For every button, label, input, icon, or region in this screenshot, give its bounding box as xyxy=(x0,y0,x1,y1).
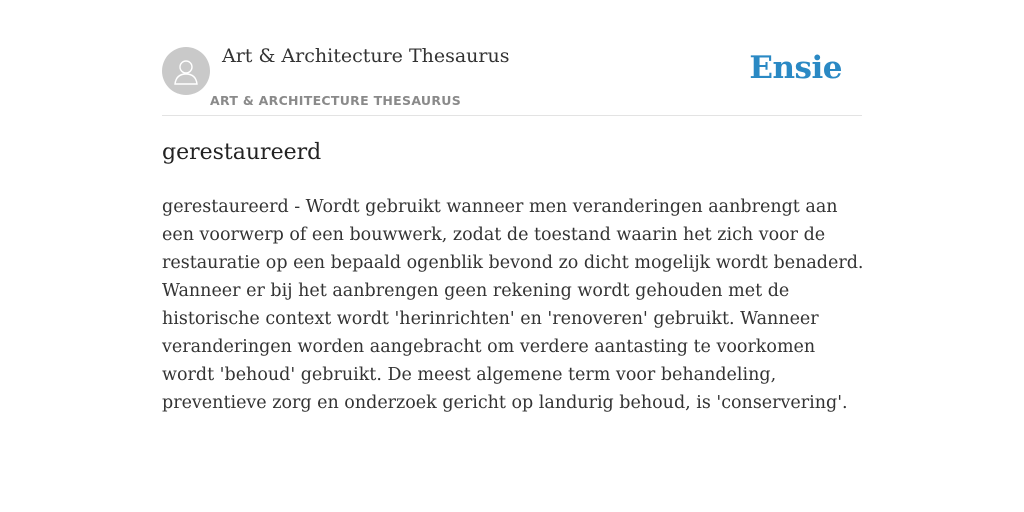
source-title-link[interactable]: Art & Architecture Thesaurus xyxy=(222,45,510,67)
ensie-logo[interactable]: Ensie xyxy=(749,50,842,86)
avatar[interactable] xyxy=(162,47,210,95)
source-subtitle: ART & ARCHITECTURE THESAURUS xyxy=(210,93,462,108)
term-heading: gerestaureerd xyxy=(162,140,322,165)
header-divider xyxy=(162,115,862,116)
user-icon xyxy=(171,56,201,86)
definition-text: gerestaureerd - Wordt gebruikt wanneer men veranderingen aanbrengt aan een voorwerp of een bouwwerk, zodat de toestand waarin het zich voor de restauratie op een bepaald ogenblik bevond zo dicht mogelijk wordt benaderd. Wanneer er bij het aanbrengen geen rekening wordt gehouden met de historische context wordt 'herinrichten' en 'renoveren' gebruikt. Wanneer veranderingen worden aangebracht om verdere aantasting te voorkomen wordt 'behoud' gebruikt. De meest algemene term voor behandeling, preventieve zorg en onderzoek gericht op landurig behoud, is 'conservering'. xyxy=(162,197,864,413)
